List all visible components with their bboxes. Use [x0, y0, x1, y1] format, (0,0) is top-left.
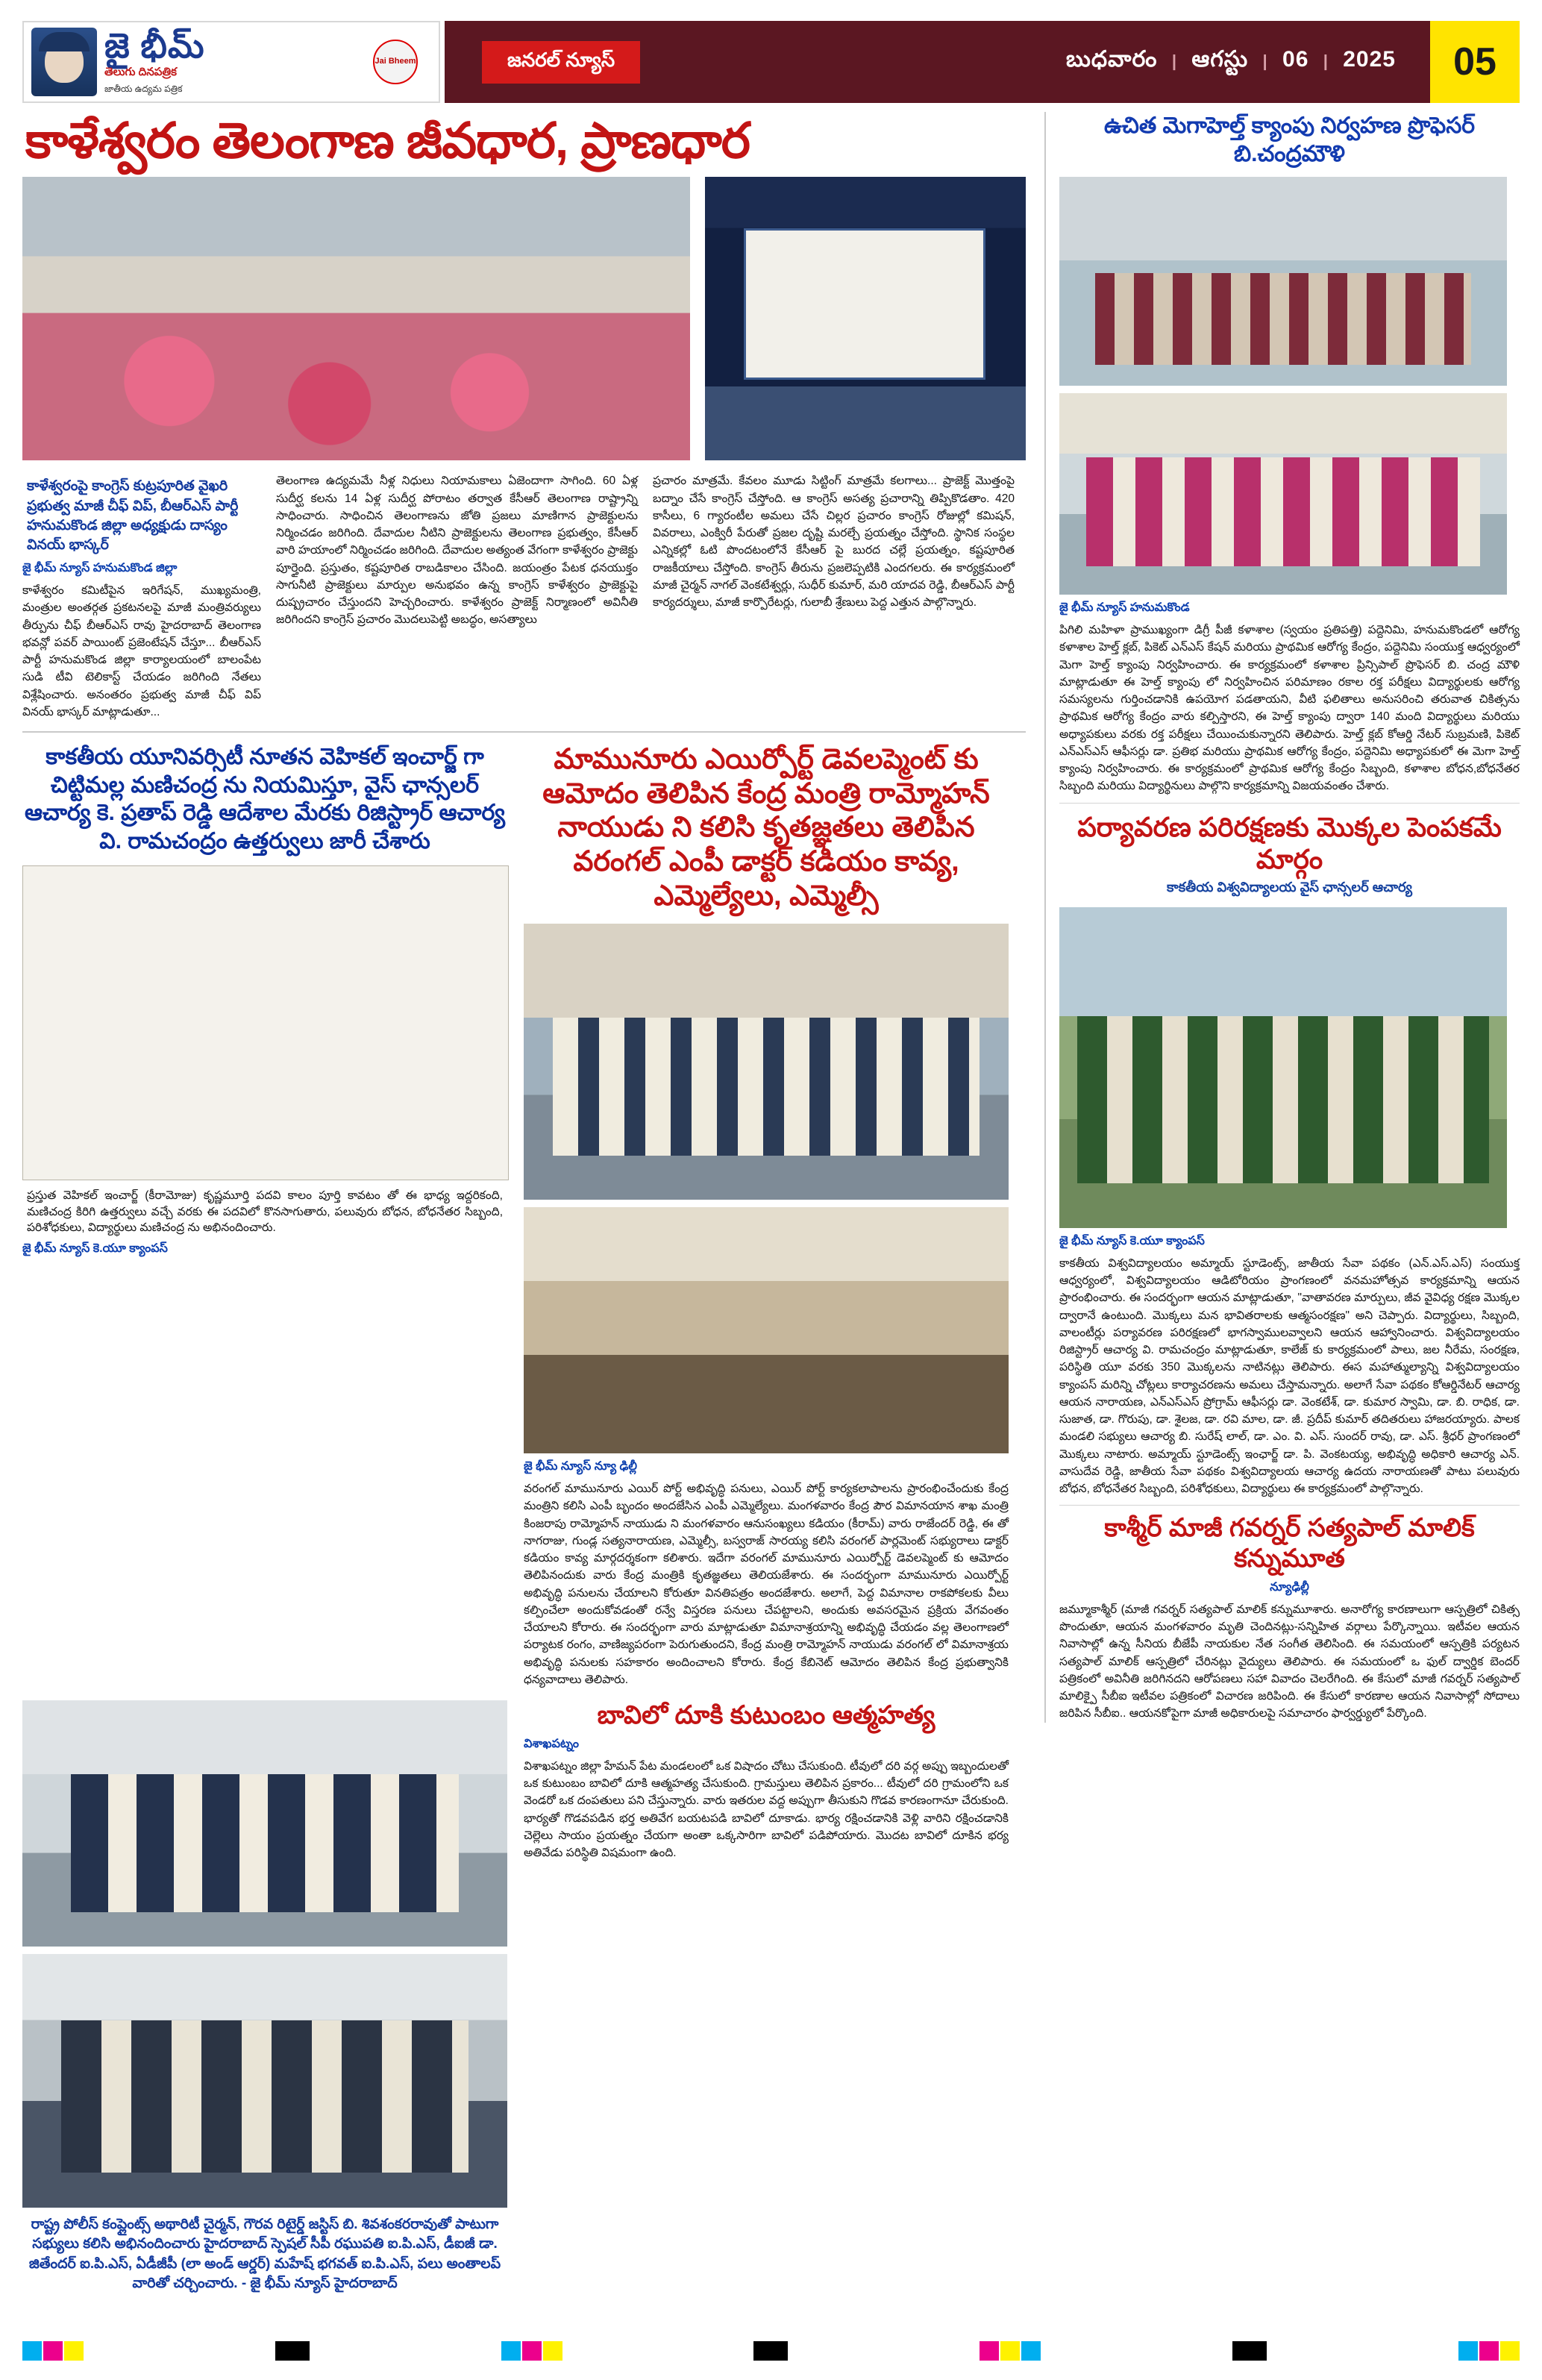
- airport-story-byline: జై భీమ్ న్యూస్ న్యూ ఢిల్లీ: [524, 1460, 638, 1474]
- police-story-caption: రాష్ట్ర పోలీస్ కంప్లైంట్స్ అథారిటీ చైర్మన్, గౌరవ రిటైర్డ్ జస్టిస్ బి. శివశంకరరావుతో పాటుగా సభ్యులు కలిసి అభినందించారు హైదరాబాద్ స్పెషల్ సీపీ రఘుపతి ఐ.పి.ఎస్, డీఐజీ డా. జితేందర్ ఐ.పి.ఎస్, ఏడీజీపీ (లా అండ్ ఆర్డర్) మహేష్ భగవత్ ఐ.పి.ఎస్, పలు అంతాలప్ వారితో చర్చించారు. - జై భీమ్ న్యూస్ హైదరాబాద్: [28, 2217, 501, 2291]
- conference-hall-photo: [22, 177, 690, 460]
- ambedkar-portrait-icon: [31, 28, 97, 96]
- lead-col3: ప్రచారం మాత్రమే. కేవలం మూడు సిట్టింగ్ మాత్రమే కలగాలు... ప్రాజెక్ట్ మొత్తంపై బద్నాం చేసే కాంగ్రెస్ చేస్తోంది. ఆ కాంగ్రెస్ అసత్య ప్రచారాన్ని తిప్పికొడతాం. 420 కాసీలు, 6 గ్యారంటీల అమలు చేసే చిల్లర ప్రచారం కాంగ్రెస్ రోజుల్లో కమిషన్, వివరాలు, ఎంక్విరీ పేరుతో ప్రజల దృష్టి మరల్చే ప్రయత్నం చేస్తోంది. స్థానిక సంస్థల ఎన్నికల్లో ఓటి పొందటంలోనే కేసీఆర్ పై బురద చల్లే ప్రయత్నం, కష్టపూరిత రాజకీయాలు చేస్తోంది. కాంగ్రెస్ తీరును ప్రజలెప్పటికి ఎందగలరు. ఈ కార్యక్రమంలో మాజీ చైర్మన్ నాగల్ వెంకటేశ్వర్లు, సుధీర్ కుమార్, మరి యాదవ రెడ్డి, బీఆర్ఎస్ పార్టీ కార్యదర్శులు, మాజీ కార్పొరేటర్లు, గులాబీ శ్రేణులు పెద్ద ఎత్తున పాల్గొన్నారు.: [653, 475, 1015, 610]
- swatch-group-4: [1458, 2341, 1520, 2361]
- plantation-story: [1059, 811, 1520, 1498]
- lead-photo-row: [22, 177, 1026, 460]
- swatch-cyan-4: [1458, 2341, 1478, 2361]
- police-authority-story: [22, 1700, 507, 2293]
- swatch-group-3: [980, 2341, 1041, 2361]
- health-camp-stage-photo: [1059, 177, 1507, 386]
- main-column: [22, 112, 1026, 2293]
- family-suicide-story: [524, 1700, 1009, 2293]
- delegation-sofa-photo: [524, 1207, 1009, 1453]
- date-day-number: 06: [1282, 46, 1309, 72]
- date-sep-3: |: [1323, 51, 1329, 70]
- airport-development-story: [524, 743, 1009, 1688]
- lead-headline: కాళేశ్వరం తెలంగాణ జీవధార, ప్రాణధార: [25, 113, 750, 168]
- lead-text-block: [22, 469, 1026, 721]
- appointment-order-document-photo: [22, 865, 509, 1180]
- plantation-kicker: కాకతీయ విశ్వవిద్యాలయ వైస్ ఛాన్సలర్ ఆచార్య: [1167, 879, 1412, 895]
- ku-story-byline: జై భీమ్ న్యూస్ కె.యూ క్యాంపస్: [22, 1242, 168, 1256]
- lead-col1: కాళేశ్వరం కమిటీపైన ఇరిగేషన్, ముఖ్యమంత్రి, మంత్రుల అంతర్గత ప్రకటనలపై మాజీ మంత్రివర్యులు తీర్పును చీఫ్ బీఆర్ఎస్ రావు హైదరాబాద్ తెలంగాణ భవన్లో పవర్ పాయింట్ ప్రజెంటేషన్ చేస్తూ... బీఆర్ఎస్ పార్టీ హనుమకొండ జిల్లా కార్యాలయంలో బాలంపేట సుడి టీవి టెలికాస్ట్ చేయడం జరిగింది నేతలు విశ్లేషించారు. అనంతరం ప్రభుత్వ మాజీ చీఫ్ విప్ వినయ్ భాస్కర్ మాట్లాడుతూ...: [22, 584, 261, 718]
- malik-text: జమ్మూకాశ్మీర్ (మాజీ గవర్నర్ సత్యపాల్ మాలిక్ కన్నుమూశారు. అనారోగ్య కారణాలుగా ఆస్పత్రిలో చికిత్స పొందుతూ, ఆయన మంగళవారం మృతి చెందినట్లు-సన్నిహిత వర్గాలు పేర్కొన్నాయి. ఇటీవల ఆయన నివాసాల్లో ఉన్న సీనియ బీజేపీ నాయకుల నేత సంగీత తెలిసింది. ఈ సమయంలో ఆస్పత్రికి పర్యటన సత్యపాల్ మాలిక్ ఆస్పత్రిలో చేరినట్లు వైద్యులు తెలిపారు. ఈ సమయంలో ఒ ఫుల్ ద్వార్డిక బెందర్ పత్రికంలో అవినీతి జరిగినదని ఆరోపణలు సహా వివాదం చెలరేగింది. ఈ కేసులో మాజీ గవర్నర్ సత్యపాల్ మాలిక్పై సీబీఐ ఇటీవల పత్రికంలో విచారణ జరిపింది. ఈ కేసులో కారణాల ఆయన నివాసాల్లో సోదాలు జరిపిన సీబీఐ.. ఆయనకోపైగా మాజీ అధికారులపై సమాచారం ఫార్వర్డ్యులో పేర్కొంది.: [1059, 1603, 1520, 1720]
- swatch-group-1: [22, 2341, 84, 2361]
- logo-emblem: [360, 40, 431, 84]
- bottom-row: [22, 1700, 1026, 2293]
- masthead-bar: [445, 21, 1430, 103]
- health-camp-story: [1059, 112, 1520, 795]
- swatch-magenta-4: [1479, 2341, 1499, 2361]
- satyapal-malik-story: [1059, 1513, 1520, 1722]
- suicide-story-text: విశాఖపట్నం జిల్లా హేమన్ పేట మండలంలో ఒక విషాదం చోటు చేసుకుంది. టీవులో దరి వర్గ అప్పు ఇబ్బందులతో ఒక కుటుంబం బావిలో దూకి ఆత్మహత్య చేసుకుంది. గ్రామస్తులు తెలిపిన ప్రకారం... టీవులో దరి గ్రామంలోని ఒక వెండరో ఒక దంపతులు పని చేస్తున్నారు. వారు ఇతరుల వద్ద అప్పుగా తీసుకుని గొడవ కారణంగానూ చేరుకుంది. భార్యతో గొడవపడిన భర్త అతివేగ బయటపడి బావిలో దూకాడు. భార్య రక్షించడానికి వెళ్లి వారిని రక్షించడానికి చెల్లెలు సాయం ప్రయత్నం చేయగా అంతా ఒక్కసారిగా బావిలో పడిపోయారు. మొదట బావిలో దూకిన భర్య అతివేడు పరిస్థితి విషమంగా ఉంది.: [524, 1759, 1009, 1860]
- swatch-black-3: [1232, 2341, 1267, 2361]
- page-number: 05: [1430, 21, 1520, 103]
- logo-tagline: జాతీయ ఉద్యమ పత్రిక: [104, 83, 183, 94]
- swatch-cyan: [22, 2341, 42, 2361]
- plant-handover-photo: [22, 1700, 507, 1947]
- ku-story-text: ప్రస్తుత వెహికల్ ఇంచార్జ్ (కీరామోజు) కృష్ణమూర్తి పదవి కాలం పూర్తి కావటం తో ఈ భాధ్య ఇద్దరికంది, మణిచంద్ర కిరిగి ఉత్తర్వులు వచ్చే వరకు ఈ పదవిలో కొనసాగుతారు, పలువురు బోధన, బోధనేతర సిబ్బంది, పరిశోధకులు, విద్యార్థులు మణిచంద్ర ను అభినందించారు.: [27, 1189, 503, 1234]
- lead-col2: తెలంగాణ ఉద్యమమే నీళ్ల నిధులు నియామకాలు ఏజెందాగా సాగింది. 60 ఏళ్ల సుదీర్ఘ కలను 14 ఏళ్ల సుదీర్ఘ పోరాటం తర్వాత కేసీఆర్ తెలంగాణ రాష్ట్రాన్ని సాధించారు. సాధించిన తెలంగాణను జోతి ప్రజలు మాణిగాన ప్రాజెక్టులను నిర్మించడం జరిగింది. దేవాదుల నీటిని ప్రాజెక్టులను తెలంగాణ ప్రభుత్వం, కేసీఆర్ వారి హయాంలో నిర్మించడం జరిగింది. దేవాదుల అత్యంత వేగంగా కాళేశ్వరం ప్రాజెక్టు పూర్తైంది. ప్రస్తుతం, కష్టపూరిత రాబడికాలం చేసింది. జయంత్రం పేటక ధనయుక్తం సాగునీటి ప్రాజెక్టులు మార్పుల అనుభవం ఉన్న కాంగ్రెస్ కాళేశ్వరం ప్రాజెక్టుపై దుష్ప్రచారం చేస్తుందని హెచ్చరించారు. కాళేశ్వరం ప్రాజెక్ట్ నిర్మాణంలో అవినీతి జరిగిందని కాంగ్రెస్ ప్రచారం మొదలుపెట్టి అబద్ధం, అసత్యాలు: [276, 475, 638, 627]
- swatch-magenta-3: [980, 2341, 999, 2361]
- divider-1: [22, 731, 1026, 733]
- suicide-story-headline: బావిలో దూకి కుటుంబం ఆత్మహత్య: [597, 1701, 935, 1730]
- lead-byline: జై భీమ్ న్యూస్ హనుమకొండ జిల్లా: [22, 562, 178, 575]
- minister-meeting-photo: [524, 924, 1009, 1200]
- swatch-group-2: [501, 2341, 562, 2361]
- page-body: [22, 112, 1520, 2298]
- date-sep-1: |: [1171, 51, 1177, 70]
- tree-plantation-group-photo: [1059, 907, 1507, 1228]
- swatch-yellow-2: [543, 2341, 562, 2361]
- logo-subtitle: తెలుగు దినపత్రిక: [104, 65, 177, 78]
- jaibheem-badge-icon: Jai Bheem: [373, 40, 418, 84]
- swatch-magenta: [43, 2341, 63, 2361]
- ku-vehicle-incharge-story: [22, 743, 507, 1688]
- logo-title: జై భీమ్: [104, 25, 205, 65]
- lead-caption: కాళేశ్వరంపై కాంగ్రెస్ కుట్రపూరిత వైఖరి ప్రభుత్వ మాజీ చీఫ్ విప్, బీఆర్ఎస్ పార్టీ హనుమకొండ జిల్లా అధ్యక్షుడు దాస్యం వినయ్ భాస్కర్: [27, 478, 239, 553]
- date-day: బుధవారం: [1065, 46, 1158, 72]
- police-officers-plant-photo: [22, 1954, 507, 2208]
- plantation-byline: జై భీమ్ న్యూస్ కె.యూ క్యాంపస్: [1059, 1234, 1205, 1247]
- malik-city: న్యూఢిల్లీ: [1270, 1580, 1309, 1594]
- swatch-black-2: [753, 2341, 788, 2361]
- health-camp-byline: జై భీమ్ న్యూస్ హనుమకొండ: [1059, 601, 1190, 614]
- newspaper-logo: [22, 21, 440, 103]
- health-camp-text: పిగిలి మహిళా ప్రాముఖ్యంగా డిగ్రీ పీజీ కళాశాల (స్వయం ప్రతిపత్తి) పద్దెనిమి, హనుమకొండలో ఆరోగ్య కళాశాల హెల్త్ క్లబ్, పికెట్ ఎన్ఎస్ కేషన్ మరియు ప్రాథమిక ఆరోగ్య కేంద్రం, పద్దెనిమి సంయుక్త ఆధ్వర్యంలో మెగా హెల్త్ క్యాంపు నిర్వహించారు. ఈ కార్యక్రమంలో కళాశాల ప్రిన్సిపాల్ ప్రొఫెసర్ బి. చంద్ర మౌళి మాట్లాడుతూ ఈ హెల్త్ క్యాంపు లో నిర్వహించిన పరిమాణం రకాల రక్త పరీక్షలు విద్యార్థులకు ఆరోగ్య సమస్యలను గుర్తించడానికి ఉపయోగ పడతాయని, వీటి ఫలితాలు అనుసరించి తరువాత చికిత్సను ప్రాథమిక ఆరోగ్య కేంద్రం వారు కల్పిస్తారని, ఈ హెల్త్ క్యాంపు ద్వారా 140 మంది విద్యార్థులు మరియు అధ్యాపకులు వరకు రక్త పరీక్షలు చేయించుకున్నారని తెలిపారు. హెల్త్ క్లబ్ కోఆర్డి నేటర్ సుబ్రమణి, పికెట్ ఎన్ఎస్ఎస్ ఆఫీసర్లు డా. ప్రతిభ మరియు ప్రాథమిక ఆరోగ్య కేంద్రం, పద్దెనిమి అధ్యాపకులో ఈ మెగా హెల్త్ క్యాంపు నిర్వహించారు. ఈ కార్యక్రమంలో ప్రాథమిక ఆరోగ్య కేంద్రం సిబ్బంది, కళాశాల బోధన,బోధనేతర సిబ్బంది మరియు విద్యార్థినులు పాల్గొని కార్యక్రమాన్ని విజయవంతం చేశారు.: [1059, 624, 1520, 793]
- press-registration-marks: [22, 2338, 1520, 2364]
- right-column: [1044, 112, 1520, 1723]
- ku-story-headline: కాకతీయ యూనివర్సిటీ నూతన వెహికల్ ఇంచార్జ్ గా చిట్టిమల్ల మణిచంద్ర ను నియమిస్తూ, వైస్ ఛాన్సలర్ ఆచార్య కె. ప్రతాప్ రెడ్డి ఆదేశాల మేరకు రిజిస్ట్రార్ ఆచార్య వి. రామచంద్రం ఉత్తర్వులు జారీ చేశారు: [24, 745, 506, 854]
- section-label: జనరల్ న్యూస్: [482, 41, 640, 84]
- divider-2: [1059, 803, 1520, 804]
- swatch-cyan-2: [501, 2341, 521, 2361]
- swatch-yellow: [64, 2341, 84, 2361]
- date-year: 2025: [1343, 46, 1396, 72]
- middle-row: [22, 743, 1026, 1688]
- swatch-yellow-4: [1500, 2341, 1520, 2361]
- swatch-yellow-3: [1000, 2341, 1020, 2361]
- suicide-story-city: విశాఖపట్నం: [524, 1737, 580, 1750]
- swatch-cyan-3: [1021, 2341, 1041, 2361]
- swatch-magenta-2: [522, 2341, 542, 2361]
- airport-story-text: వరంగల్ మామునూరు ఎయిర్ పోర్ట్ అభివృద్ధి పనులు, ఎయిర్ పోర్ట్ కార్యకలాపాలను ప్రారంభించేందుకు కేంద్ర మంత్రిని కలిసి ఎంపీ బృందం అందజేసిన ఎంపీ ఎమ్మెల్యేలు. మంగళవారం కేంద్ర పౌర విమానయాన శాఖ మంత్రి కింజరాపు రామ్మోహన్ నాయుడు ని మంగళవారం ఆనుసంఖ్యలు కడియం (కీరామ్) వారు రాజేందర్ రెడ్డి, ఈ తో నాగరాజు, గుండ్ల సత్యనారాయణ, ఎమ్మెల్సీ, బస్వరాజ్ సారయ్య కలిసి వరంగల్ పార్లమెంట్ సభ్యురాలు డాక్టర్ కడియం కావ్య మార్గదర్శకంగా కలిశారు. ఇదేగా వరంగల్ మామునూరు ఎయిర్పోర్ట్ డెవలప్మెంట్ కు ఆమోదం తెలిపినందుకు వారు కేంద్ర మంత్రికి కృతజ్ఞతలు తెలియజేశారు. ఈ సందర్భంగా మామునూరు ఎయిర్పోర్ట్ అభివృద్ధి పనులను చేయాలని కోరుతూ వినతిపత్రం అందజేశారు. అలాగే, పెద్ద విమానాల రాకపోకలకు వీలు కల్పించేలా అందుకోవడంతో రన్వే విస్తరణ పనులు చేపట్టాలని, అందుకు అవసరమైన ప్రక్రియ వేగవంతం చేయాలని కోరారు. ఈ సందర్భంగా వారు మాట్లాడుతూ విమానాశ్రయాన్ని అభివృద్ధి చేయడం వల్ల తెలంగాణలో పర్యాటక రంగం, వాణిజ్యపరంగా పెరుగుతుందని, కేంద్ర మంత్రి రామ్మోహన్ నాయుడు వరంగల్ లో విమానాశ్రయ అభివృద్ధి పనులకు సహకారం అందించాలని కోరారు. కేంద్ర కేబినెట్ ఆమోదం తెలిపిన కేంద్ర ప్రభుత్వానికి ధన్యవాదాలు తెలిపారు.: [524, 1482, 1009, 1686]
- divider-3: [1059, 1505, 1520, 1506]
- health-camp-counter-photo: [1059, 393, 1507, 595]
- health-camp-headline: ఉచిత మెగాహెల్త్ క్యాంపు నిర్వహణ ప్రొఫెసర్ బి.చంద్రమౌళి: [1103, 113, 1476, 166]
- date-sep-2: |: [1262, 51, 1268, 70]
- airport-story-headline: మామునూరు ఎయిర్పోర్ట్ డెవలప్మెంట్ కు ఆమోదం తెలిపిన కేంద్ర మంత్రి రామ్మోహన్ నాయుడు ని కలిసి కృతజ్ఞతలు తెలిపిన వరంగల్ ఎంపీ డాక్టర్ కడియం కావ్య, ఎమ్మెల్యేలు, ఎమ్మెల్సీ: [542, 744, 990, 912]
- masthead: [22, 21, 1520, 103]
- issue-date: [1066, 47, 1396, 78]
- plantation-text: కాకతీయ విశ్వవిద్యాలయం అమ్మాయ్ స్టూడెంట్స్, జాతీయ సేవా పథకం (ఎన్.ఎస్.ఎస్) సంయుక్త ఆధ్వర్యంలో, విశ్వవిద్యాలయం ఆడిటోరియం ప్రాంగణంలో వనమహోత్సవ కార్యక్రమాన్ని ఆయన ప్రారంభించారు. ఈ సందర్భంగా ఆయన మాట్లాడుతూ, "వాతావరణ మార్పులు, జీవ వైవిధ్య రక్షణ మొక్కల ద్వారానే ఉంటుంది. మొక్కలు మన భావితరాలకు ఆత్మసంరక్షణ" అని చెప్పారు. విద్యార్థులు, సిబ్బంది, వాలంటీర్లు పర్యావరణ పరిరక్షణలో భాగస్వాములవ్వాలని ఆయన ఆహ్వానించారు. విశ్వవిద్యాలయం రిజిస్ట్రార్ ఆచార్య వి. రామచంద్రం మాట్లాడుతూ, కాలేజ్ కు కార్యక్రమంలో పాలు, జల నీరేమ, సంరక్షణ, పరిస్థితి యూ వరకు 350 మొక్కలను నాటినట్లు తెలిపారు. ఈస మహాత్ముల్యాన్ని విశ్వవిద్యాలయం క్యాంపస్ మరిన్ని చోట్లలు కార్యాచరణను అమలు చేస్తామన్నారు. అలాగే సేవా పథకం కోఆర్డినేటర్ ఆచార్య ఆయన నారాయణ, ఎన్ఎస్ఎస్ ప్రోగ్రామ్ ఆఫీసర్లు డా. వెంకటేశ్, డా. కుమార స్వామి, డా. బి. రాధిక, డా. సుజాత, డా. గొరుపు, డా. శైలజ, డా. రవి మాల, డా. జీ. ప్రదీప్ కుమార్ తదితరులు హాజరయ్యారు. పాలక మండలి సభ్యులు ఆచార్య బి. సురేష్ లాల్, డా. ఎం. వి. ఎస్. సుందర్ రావు, డా. ఎస్. శ్రీధర్ ప్రాంగణంలో మొక్కలు నాటారు. అమ్మాయ్ స్టూడెంట్స్ ఇంఛార్జ్ డా. పి. వెంకటయ్య, అభివృద్ధి అధికారి ఆచార్య ఎన్. వాసుదేవ రెడ్డి, జాతీయ సేవా పథకం విశ్వవిద్యాలయ ఆచార్య ఉదయ నారాయణతో పాటు పలువురు బోధన, బోధనేతర సిబ్బంది, పరిశోధకులు, విద్యార్థులు ఈ కార్యక్రమంలో పాల్గొన్నారు.: [1059, 1256, 1520, 1496]
- plantation-headline: పర్యావరణ పరిరక్షణకు మొక్కల పెంపకమే మార్గం: [1077, 811, 1502, 874]
- malik-headline: కాశ్మీర్ మాజీ గవర్నర్ సత్యపాల్ మాలిక్ కన్నుమూత: [1104, 1514, 1475, 1573]
- date-month: ఆగస్టు: [1191, 46, 1249, 72]
- presentation-screen-photo: [705, 177, 1026, 460]
- swatch-black-1: [275, 2341, 310, 2361]
